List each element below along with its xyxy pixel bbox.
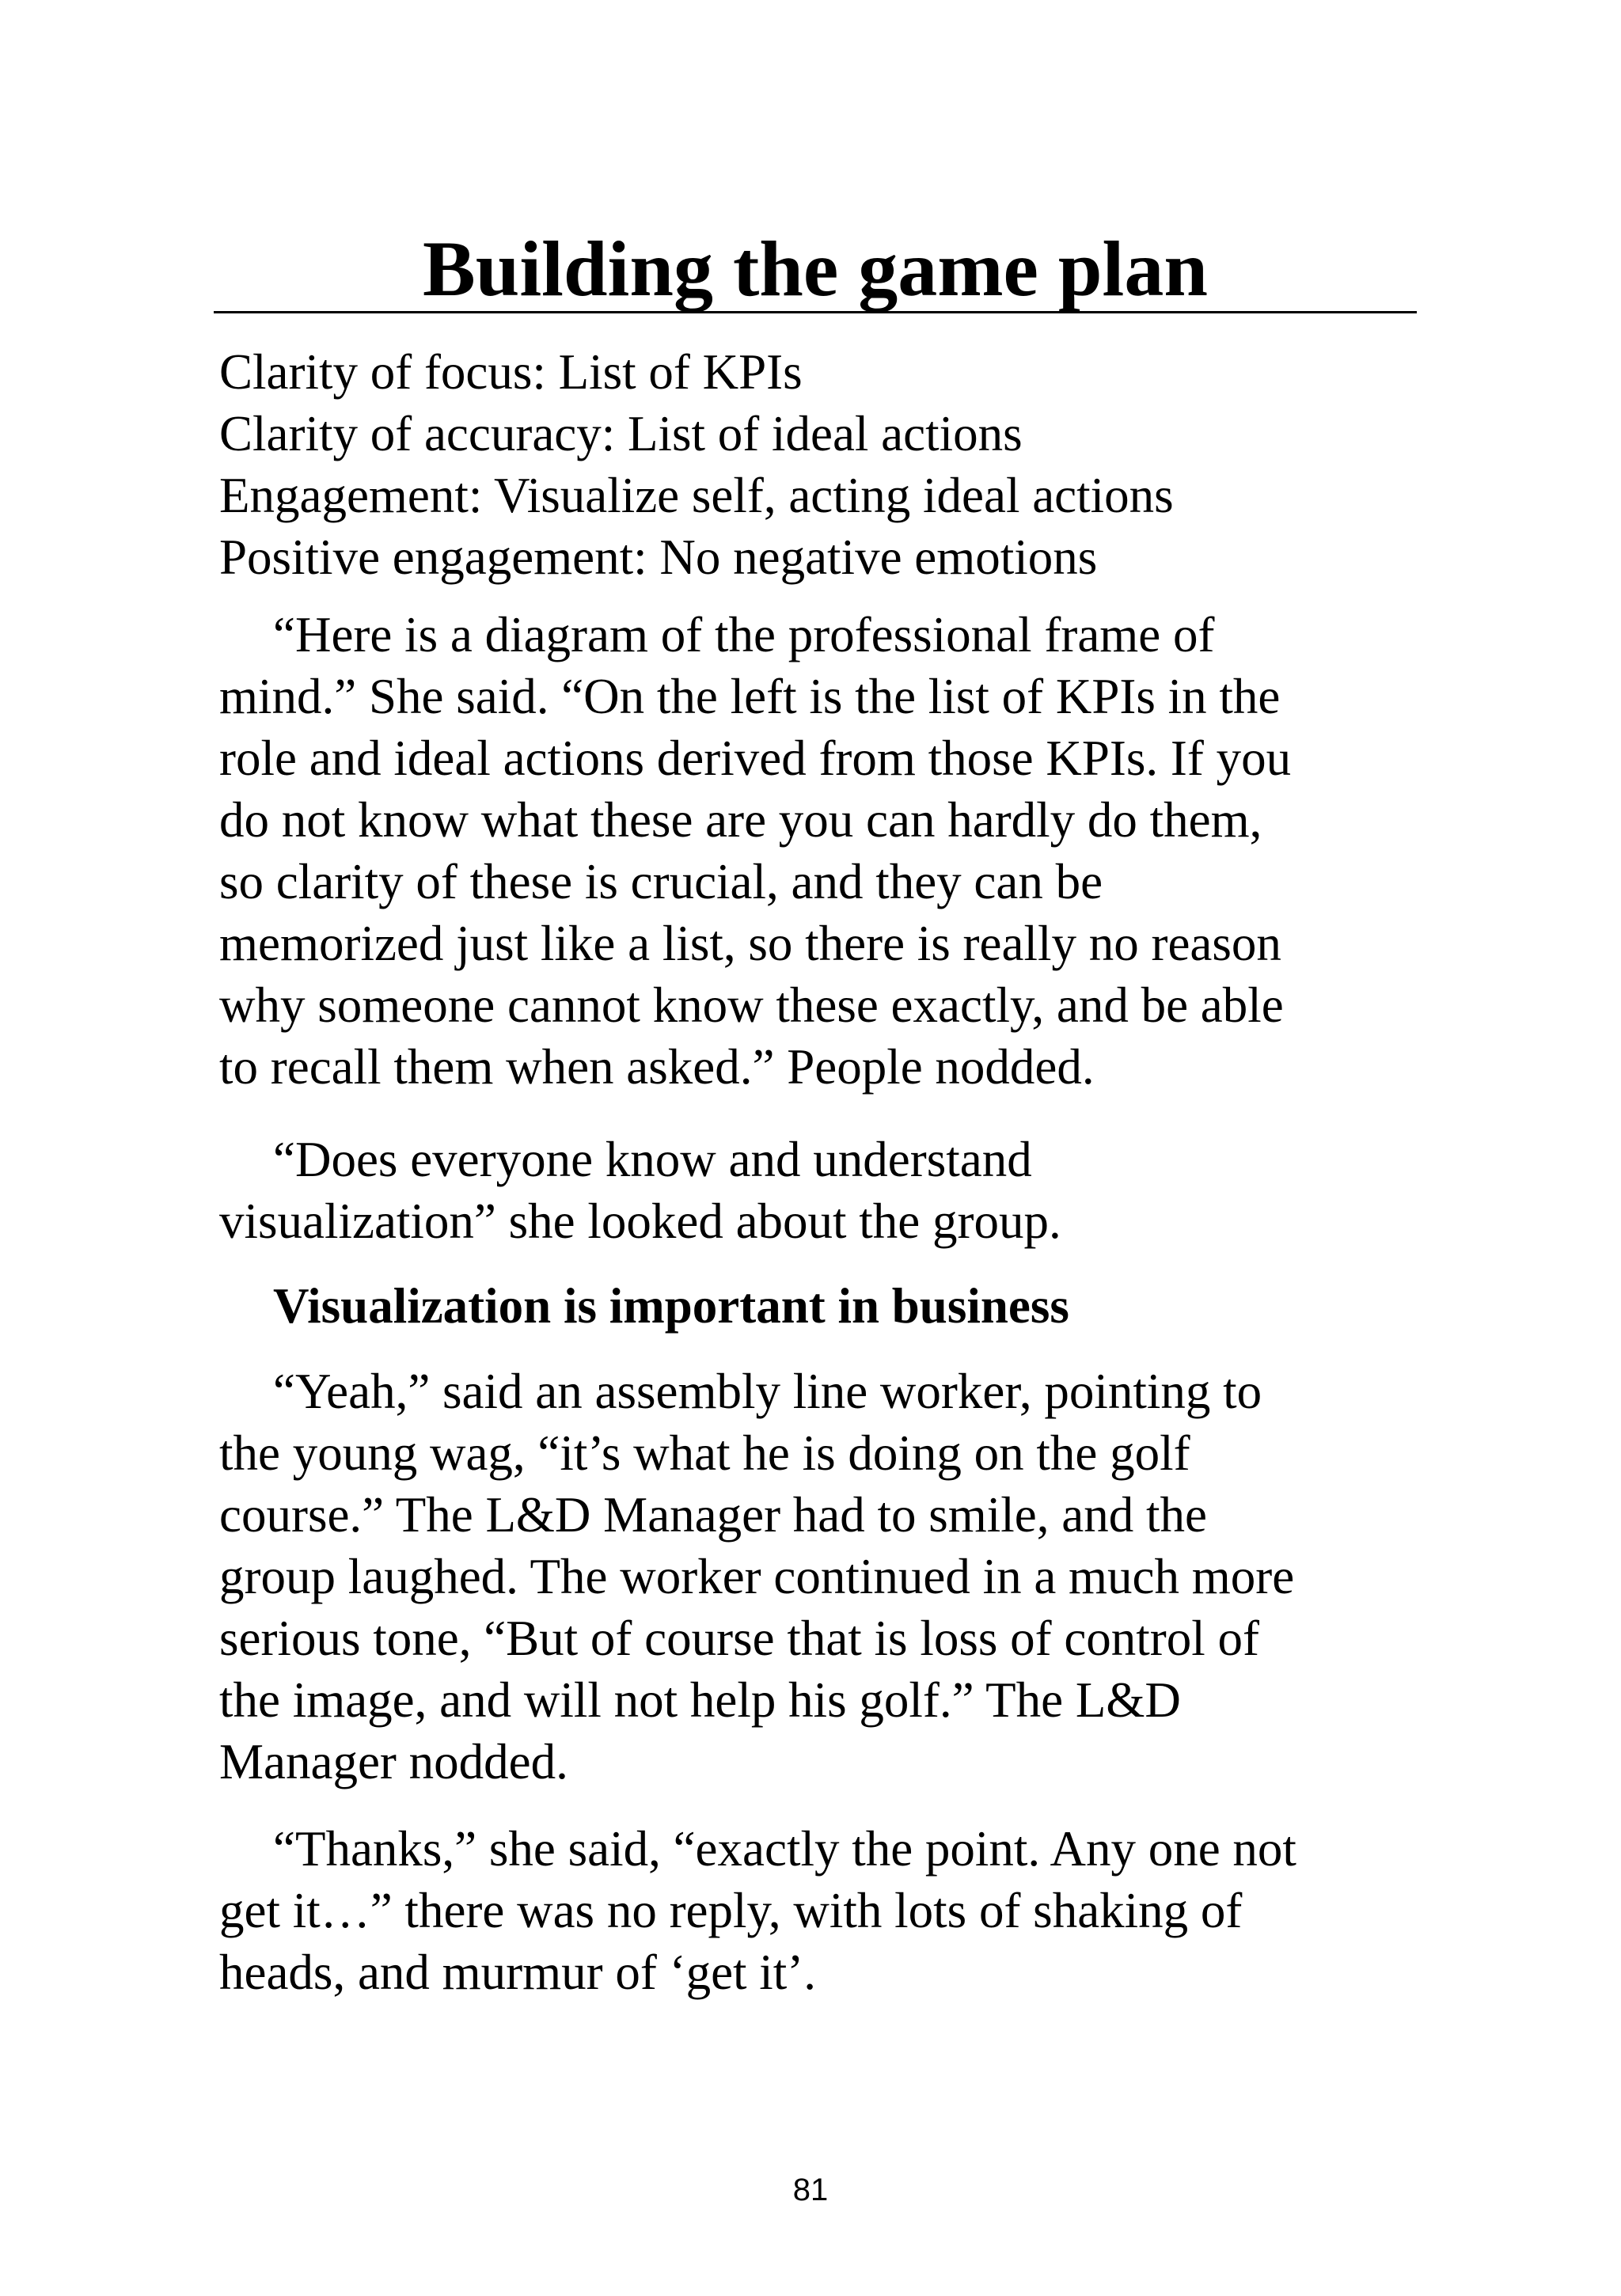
paragraph-line: do not know what these are you can hardly do them,: [219, 792, 1262, 848]
paragraph-line: “Here is a diagram of the professional frame of: [273, 607, 1215, 662]
paragraph-line: “Yeah,” said an assembly line worker, pointing to: [273, 1364, 1262, 1419]
paragraph-line: group laughed. The worker continued in a much more: [219, 1549, 1295, 1604]
summary-list-item: Clarity of accuracy: List of ideal actions: [219, 406, 1023, 461]
paragraph-line: the image, and will not help his golf.” The L&D: [219, 1672, 1181, 1728]
summary-list-item: Positive engagement: No negative emotions: [219, 529, 1098, 585]
page-number: 81: [792, 2173, 829, 2207]
paragraph-line: why someone cannot know these exactly, and be able: [219, 977, 1284, 1033]
paragraph-line: mind.” She said. “On the left is the list of KPIs in the: [219, 669, 1281, 724]
summary-list-item: Clarity of focus: List of KPIs: [219, 344, 803, 400]
section-subheading: [219, 1275, 1438, 1337]
paragraph-line: Manager nodded.: [219, 1734, 568, 1789]
subheading-text: Visualization is important in business: [273, 1278, 1069, 1334]
paragraph-thanks: [219, 1818, 1438, 2003]
paragraph-line: serious tone, “But of course that is loss of control of: [219, 1611, 1260, 1666]
summary-list-item: Engagement: Visualize self, acting ideal actions: [219, 468, 1174, 523]
paragraph-line: the young wag, “it’s what he is doing on the golf: [219, 1425, 1190, 1481]
summary-list: [219, 341, 1438, 588]
paragraph-line: get it…” there was no reply, with lots of shaking of: [219, 1883, 1243, 1938]
chapter-title: Building the game plan: [423, 225, 1208, 313]
paragraph-line: to recall them when asked.” People nodded.: [219, 1039, 1095, 1095]
paragraph-line: “Thanks,” she said, “exactly the point. Any one not: [273, 1821, 1296, 1877]
paragraph-line: visualization” she looked about the group.: [219, 1194, 1061, 1249]
paragraph-visualization-question: [219, 1129, 1438, 1252]
paragraph-diagram-explanation: [219, 604, 1438, 1098]
paragraph-line: role and ideal actions derived from those KPIs. If you: [219, 731, 1292, 786]
paragraph-line: course.” The L&D Manager had to smile, and the: [219, 1487, 1207, 1543]
paragraph-line: heads, and murmur of ‘get it’.: [219, 1945, 817, 2000]
paragraph-assembly-worker: [219, 1361, 1438, 1793]
paragraph-line: “Does everyone know and understand: [273, 1132, 1032, 1187]
paragraph-line: so clarity of these is crucial, and they can be: [219, 854, 1103, 909]
paragraph-line: memorized just like a list, so there is really no reason: [219, 916, 1281, 971]
title-underline-rule: [214, 311, 1417, 313]
